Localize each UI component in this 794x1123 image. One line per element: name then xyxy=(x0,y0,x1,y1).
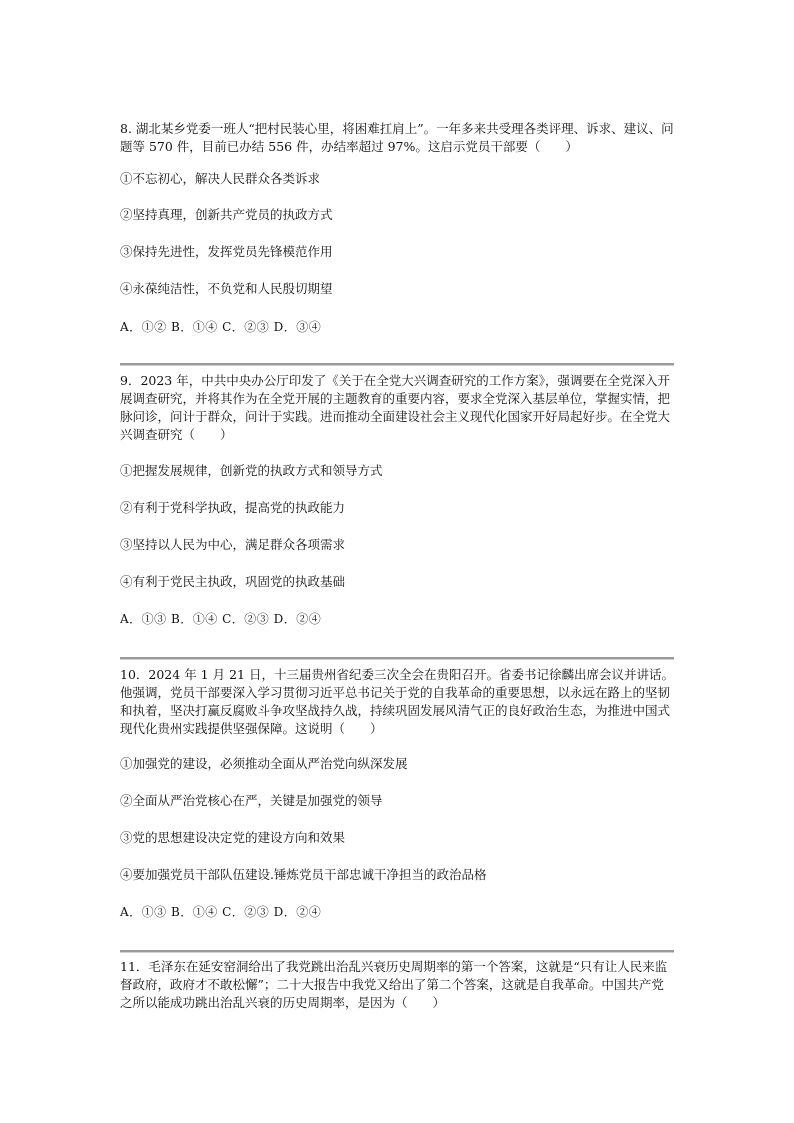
option-4: ④要加强党员干部队伍建设.锤炼党员干部忠诚干净担当的政治品格 xyxy=(120,867,487,882)
option-2: ②全面从严治党核心在严，关键是加强党的领导 xyxy=(120,793,383,808)
question-stem: 10．2024 年 1 月 21 日，十三届贵州省纪委三次全会在贵阳召开。省委书记徐麟出席会议并讲话。他强调，党员干部要深入学习贯彻习近平总书记关于党的自我革命的重要思想，以永远在路上的坚韧和执着，坚决打赢反腐败斗争攻坚战持久战，持续巩固发展风清气正的良好政治生态，为推进中国式现代化贵州实践提供坚强保障。这说明（ ） xyxy=(120,667,674,736)
option-3: ③保持先进性，发挥党员先锋模范作用 xyxy=(120,244,333,259)
section-divider xyxy=(120,950,674,953)
question-11 xyxy=(120,958,674,1012)
question-stem: 11．毛泽东在延安窑洞给出了我党跳出治乱兴衰历史周期率的第一个答案，这就是“只有让人民来监督政府，政府才不敢松懈”；二十大报告中我党又给出了第二个答案，这就是自我革命。中国共产党之所以能成功跳出治乱兴衰的历史周期率，是因为（ ） xyxy=(120,959,668,1010)
section-divider xyxy=(120,657,674,660)
question-stem: 9．2023 年，中共中央办公厅印发了《关于在全党大兴调查研究的工作方案》，强调要在全党深入开展调查研究，并将其作为在全党开展的主题教育的重要内容，要求全党深入基层单位，掌握实情，把脉问诊，问计于群众，问计于实践。进而推动全面建设社会主义现代化国家开好局起好步。在全党大兴调查研究（ ） xyxy=(120,373,671,442)
option-2: ②坚持真理，创新共产党员的执政方式 xyxy=(120,207,333,222)
answer-choices: A．①② B．①④ C．②③ D．③④ xyxy=(120,320,322,334)
option-2: ②有利于党科学执政，提高党的执政能力 xyxy=(120,500,346,515)
option-1: ①不忘初心，解决人民群众各类诉求 xyxy=(120,171,321,186)
question-9 xyxy=(120,372,674,626)
section-divider xyxy=(120,363,674,366)
option-4: ④有利于党民主执政，巩固党的执政基础 xyxy=(120,574,346,589)
option-3: ③坚持以人民为中心，满足群众各项需求 xyxy=(120,537,346,552)
answer-choices: A．①③ B．①④ C．②③ D．②④ xyxy=(120,905,322,919)
option-1: ①加强党的建设，必须推动全面从严治党向纵深发展 xyxy=(120,756,408,771)
option-1: ①把握发展规律，创新党的执政方式和领导方式 xyxy=(120,463,383,478)
question-8 xyxy=(120,120,674,334)
option-3: ③党的思想建设决定党的建设方向和效果 xyxy=(120,830,346,845)
question-stem: 8. 湖北某乡党委一班人“把村民装心里，将困难扛肩上”。一年多来共受理各类评理、诉求、建议、问题等 570 件，目前已办结 556 件，办结率超过 97%。这启示党员干部要（ ） xyxy=(120,121,674,154)
option-4: ④永葆纯洁性，不负党和人民殷切期望 xyxy=(120,281,333,296)
answer-choices: A．①③ B．①④ C．②③ D．②④ xyxy=(120,612,322,626)
question-10 xyxy=(120,666,674,919)
